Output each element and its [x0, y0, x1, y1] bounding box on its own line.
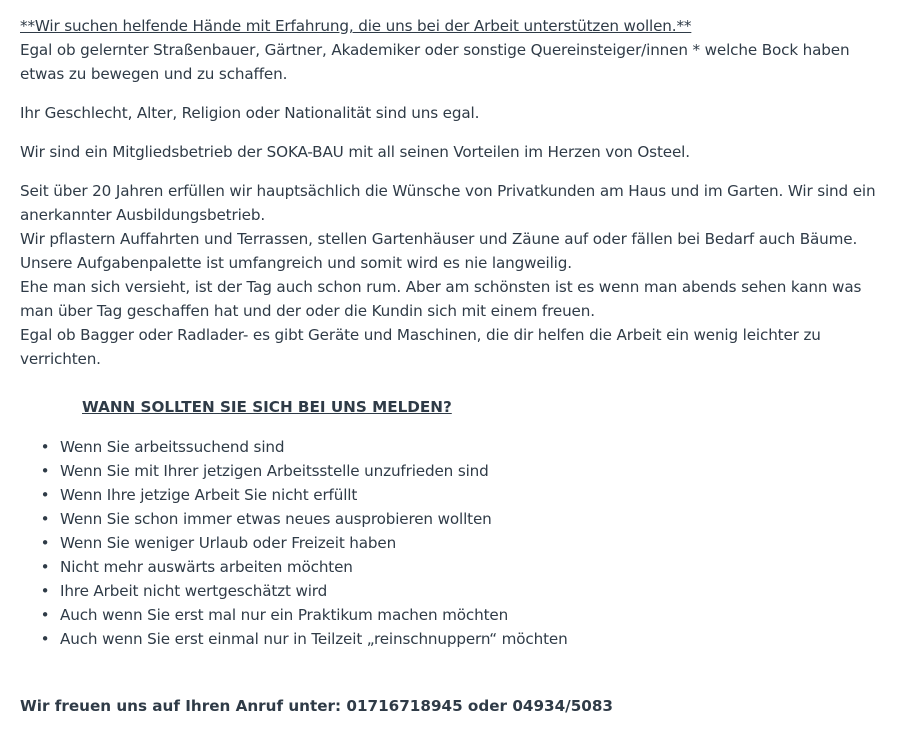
list-item — [40, 579, 882, 603]
list-item — [40, 435, 882, 459]
when-heading: WANN SOLLTEN SIE SICH BEI UNS MELDEN? — [82, 398, 452, 416]
list-item-text: Auch wenn Sie erst einmal nur in Teilzeit „reinschnuppern“ möchten — [60, 630, 568, 648]
list-item — [40, 507, 882, 531]
list-item — [40, 603, 882, 627]
bullet-icon: • — [40, 630, 50, 648]
list-item-text: Nicht mehr auswärts arbeiten möchten — [60, 558, 353, 576]
list-item — [40, 483, 882, 507]
bullet-icon: • — [40, 558, 50, 576]
about-line: man über Tag geschaffen hat und der oder die Kundin sich mit einem freuen. — [20, 302, 595, 320]
bullet-icon: • — [40, 582, 50, 600]
about-line: verrichten. — [20, 350, 101, 368]
list-item-text: Wenn Sie arbeitssuchend sind — [60, 438, 285, 456]
bullet-icon: • — [40, 510, 50, 528]
list-item-text: Wenn Sie weniger Urlaub oder Freizeit haben — [60, 534, 397, 552]
bullet-icon: • — [40, 534, 50, 552]
list-item-text: Auch wenn Sie erst mal nur ein Praktikum machen möchten — [60, 606, 509, 624]
list-item-text: Ihre Arbeit nicht wertgeschätzt wird — [60, 582, 328, 600]
membership-paragraph: Wir sind ein Mitgliedsbetrieb der SOKA-BAU mit all seinen Vorteilen im Herzen von Osteel. — [20, 143, 690, 161]
list-item-text: Wenn Sie mit Ihrer jetzigen Arbeitsstelle unzufrieden sind — [60, 462, 489, 480]
intro-line-2: etwas zu bewegen und zu schaffen. — [20, 65, 288, 83]
intro-paragraph — [20, 14, 882, 86]
list-item-text: Wenn Sie schon immer etwas neues ausprobieren wollten — [60, 510, 492, 528]
equality-paragraph: Ihr Geschlecht, Alter, Religion oder Nationalität sind uns egal. — [20, 104, 480, 122]
about-paragraph — [20, 179, 882, 371]
job-posting-content — [20, 14, 882, 651]
about-line: Wir pflastern Auffahrten und Terrassen, stellen Gartenhäuser und Zäune auf oder fällen bei Bedarf auch Bäume. — [20, 230, 858, 248]
bullet-icon: • — [40, 438, 50, 456]
contact-line: Wir freuen uns auf Ihren Anruf unter: 01716718945 oder 04934/5083 — [20, 697, 613, 715]
about-line: Seit über 20 Jahren erfüllen wir hauptsächlich die Wünsche von Privatkunden am Haus und im Garten. Wir sind ein — [20, 182, 876, 200]
about-line: Egal ob Bagger oder Radlader- es gibt Geräte und Maschinen, die dir helfen die Arbeit ein wenig leichter zu — [20, 326, 821, 344]
bullet-icon: • — [40, 462, 50, 480]
about-line: anerkannter Ausbildungsbetrieb. — [20, 206, 265, 224]
intro-line-1: Egal ob gelernter Straßenbauer, Gärtner, Akademiker oder sonstige Quereinsteiger/innen * welche Bock haben — [20, 41, 850, 59]
bullet-icon: • — [40, 606, 50, 624]
bullet-icon: • — [40, 486, 50, 504]
list-item — [40, 555, 882, 579]
list-item — [40, 531, 882, 555]
list-item — [40, 459, 882, 483]
intro-heading: **Wir suchen helfende Hände mit Erfahrung, die uns bei der Arbeit unterstützen wollen.** — [20, 17, 692, 35]
about-line: Unsere Aufgabenpalette ist umfangreich und somit wird es nie langweilig. — [20, 254, 572, 272]
list-item — [40, 627, 882, 651]
about-line: Ehe man sich versieht, ist der Tag auch schon rum. Aber am schönsten ist es wenn man abends sehen kann was — [20, 278, 862, 296]
reasons-list — [20, 435, 882, 651]
list-item-text: Wenn Ihre jetzige Arbeit Sie nicht erfüllt — [60, 486, 358, 504]
